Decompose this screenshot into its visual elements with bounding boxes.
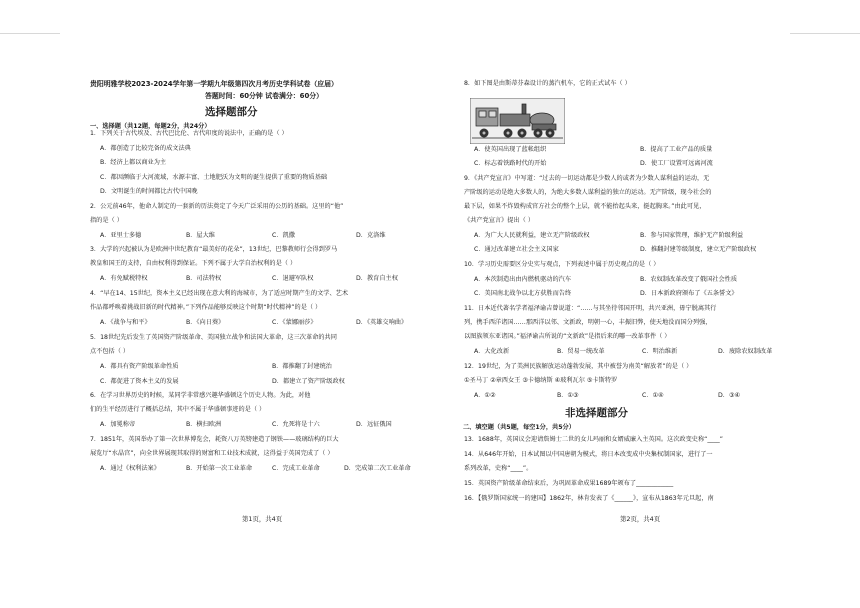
exam-title: 贵阳明雅学校2023-2024学年第一学期九年级第四次月考历史学科试卷（应届）	[90, 80, 338, 88]
question-3-cont: 教皇和国王的支持，自由权利得到保证。下列不属于大学自治权利的是（ ）	[90, 260, 297, 267]
left-page-footer: 第1页，共4页	[242, 515, 283, 523]
right-page-footer: 第2页，共4页	[620, 515, 661, 523]
q7-option-a: A．通过《权利法案》	[100, 465, 160, 472]
q9-option-d: D．推翻封建等级制度，建立无产阶级政权	[640, 246, 757, 253]
scan-edge-left	[0, 33, 60, 34]
q11-option-b: B．贸易一统改革	[557, 348, 605, 355]
choice-section-title: 选择题部分	[205, 106, 258, 118]
q10-option-a: A．本茨制造出由内燃机驱动的汽车	[474, 276, 572, 283]
q12-option-c: C．①④	[642, 392, 664, 399]
q10-option-d: D．日本新政府颁布了《五条誓文》	[640, 290, 738, 297]
question-10: 10．学习历史需要区分史实与观点，下列表述中属于历史观点的是（ ）	[464, 261, 660, 268]
q11-option-d: D．废除农奴制改革	[718, 348, 773, 355]
question-9-cont3: 《共产党宣言》提出（ ）	[464, 217, 535, 224]
non-choice-section-title: 非选择题部分	[565, 407, 628, 419]
question-7: 7．1851年，英国举办了第一次世界博览会，耗资八万英镑建造了钢铁——玻璃结构的巨大	[90, 436, 339, 443]
q5-option-c: C．都促进了资本主义的发展	[100, 378, 179, 385]
q4-option-d: D．《英雄交响曲》	[356, 319, 408, 326]
question-8: 8．如下图是由斯蒂芬森设计的蒸汽机车，它的正式试车（ ）	[464, 80, 631, 87]
question-14-cont: 系列改革，史称“____”。	[464, 465, 533, 472]
q4-option-c: C．《蒙娜丽莎》	[272, 319, 317, 326]
exam-subtitle: 答题时间：60分钟 试卷满分：60分）	[205, 92, 324, 100]
question-2-cont: 指的是（ ）	[90, 217, 123, 224]
question-7-cont: 展览厅“水晶宫”，向全世界展现其取得的财富和工业技术成就，这得益于英国完成了（ ）	[90, 450, 334, 457]
q5-option-d: D．都建立了资产阶级政权	[272, 378, 345, 385]
q5-option-b: B．都推翻了封建统治	[272, 363, 332, 370]
q6-option-b: B．横扫欧洲	[186, 421, 222, 428]
question-1: 1．下列关于古代埃及、古代巴比伦、古代印度的说法中，正确的是（ ）	[90, 130, 288, 137]
q7-option-c: C．完成工业革命	[272, 465, 320, 472]
q6-option-c: C．允死将是十六	[272, 421, 320, 428]
q3-option-c: C．退避军队权	[272, 275, 314, 282]
q6-option-a: A．加冕称帝	[100, 421, 136, 428]
q2-option-b: B．屋大维	[186, 232, 215, 239]
q10-option-c: C．美国南北战争以北方获胜而告终	[474, 290, 572, 297]
question-13: 13．1688年，英国议会迎请詹姆士二世的女儿玛丽和女婿威廉入主英国。这次政变史称“____”	[464, 436, 723, 443]
q11-option-a: A．大化改新	[474, 348, 510, 355]
choice-part-heading: 一、选择题（共12题，每题2分，共24分）	[90, 123, 211, 130]
q8-option-c: C．标志着铁路时代的开始	[474, 160, 547, 167]
q12-option-b: B．①③	[557, 392, 579, 399]
q9-option-a: A．为广大人民就利益，建立无产阶级政权	[474, 232, 590, 239]
q3-option-d: D．教育自主权	[356, 275, 398, 282]
question-3: 3．大学的兴起被认为是欧洲中世纪教育“最美好的花朵”，13世纪，巴黎教师行会得到罗马	[90, 246, 338, 253]
q9-option-c: C．通过改革建立社会主义国家	[474, 246, 559, 253]
question-6: 6．在学习世界历史的时候，某同学非常感兴趣华盛顿这个历史人物。为此，对他	[90, 392, 311, 399]
question-4-cont: 作品都呼唤着挑战旧新的时代精神。”下列作品能够反映这个时期“时代精神”的是（ ）	[90, 304, 322, 311]
q8-option-d: D．使工厂设置可远离河流	[640, 160, 713, 167]
question-14: 14．从646年开始，日本试图以中国唐朝为模式，将日本改变成中央集权制国家，进行了一	[464, 451, 713, 458]
q9-option-b: B．参与国家管理，维护无产阶级利益	[640, 232, 744, 239]
q4-option-b: B．《向日葵》	[186, 319, 225, 326]
fill-in-heading: 二、填空题（共5题，每空1分，共5分）	[463, 424, 575, 431]
q6-option-d: D．远征俄国	[356, 421, 392, 428]
question-6-cont: 们的生平经历进行了概括总结，其中不属于华盛顿事迹的是（ ）	[90, 406, 266, 413]
q7-option-d: D．完成第二次工业革命	[344, 465, 411, 472]
q3-option-b: B．司法特权	[186, 275, 222, 282]
question-9-cont1: 产阶级的运动是绝大多数人的，为绝大多数人谋利益的独立的运动。无产阶级，现今社会的	[464, 189, 712, 196]
q8-option-a: A．使英国出现了蓝帐组织	[474, 146, 547, 153]
q5-option-a: A．都具有资产阶级革命性质	[100, 363, 179, 370]
q10-option-b: B．农奴制改革改变了俄国社会性质	[640, 276, 738, 283]
q7-option-b: B．开始第一次工业革命	[186, 465, 253, 472]
question-9: 9．《共产党宣言》中写道：“过去的一切运动都是少数人的或者为少数人谋利益的运动，无	[464, 175, 710, 182]
q12-option-a: A．①②	[474, 392, 496, 399]
question-12: 12．19世纪，为了美洲民族解放运动蓬勃发展，其中被誉为南美“解放者”的是（ ）	[464, 363, 693, 370]
q1-option-d: D．文明诞生的时间都比古代中国晚	[100, 188, 198, 195]
question-2: 2．公元前46年，他命人制定的一套新的历法奠定了今天广泛采用的公历的基础。这里的“他”	[90, 203, 344, 210]
question-5: 5．18世纪先后发生了英国资产阶级革命、美国独立战争和法国大革命，这三次革命的共同	[90, 334, 337, 341]
q2-option-a: A．亚里士多德	[100, 232, 142, 239]
question-9-cont2: 最下层，如果不炸毁构成官方社会的整个上层，就不能抬起头来，挺起胸来。”由此可见，	[464, 203, 706, 210]
q1-option-b: B．经济上都以商业为主	[100, 159, 167, 166]
scan-edge-right	[790, 33, 860, 34]
q2-option-c: C．凯撒	[272, 232, 295, 239]
question-16: 16．【俄罗斯国家统一的建国】1862年，林肯发表了《______》，宣布从1863年元旦起，南	[464, 495, 714, 502]
q11-option-c: C．明治维新	[642, 348, 678, 355]
question-11: 11．日本近代著名学者福泽谕吉曾说道：“……与其坐待邻国开明，共兴亚洲，毋宁脱离其行	[464, 305, 717, 312]
q2-option-d: D．克洛维	[356, 232, 386, 239]
question-15: 15．英国资产阶级革命结束后，为巩固革命成果1689年颁布了____________	[464, 480, 674, 487]
question-11-cont1: 列，携手西洋诸国……那西洋以邻、文新政，明朝一心，丰振旧弊，使天地没而国分列强，	[464, 319, 712, 326]
q1-option-c: C．都因濒临于大河流域，水源丰富、土地肥沃为文明的诞生提供了重要的物质基础	[100, 174, 328, 181]
q3-option-a: A．有免赋税特权	[100, 275, 148, 282]
question-4: 4．“早在14、15世纪，资本主义已经出现在意大利的海城市，为了适应时期产生的文学、艺术	[90, 290, 349, 297]
q1-option-a: A．都创造了比较完备的成文法典	[100, 145, 191, 152]
steam-locomotive-image	[470, 98, 565, 144]
q4-option-a: A．《战争与和平》	[100, 319, 151, 326]
q12-option-d: D．③④	[718, 392, 741, 399]
q8-option-b: B．提高了工业产品的质量	[640, 146, 713, 153]
question-11-cont2: 以图族领东亚诸国。”福泽谕吉所说的“文新政”是指后来的哪一改革事件（ ）	[464, 333, 671, 340]
question-5-cont: 点不包括（ ）	[90, 348, 130, 355]
question-12-list: ①圣马丁 ②章西女王 ③卡德纳斯 ④玻利瓦尔 ⑤卡斯特罗	[464, 377, 618, 384]
